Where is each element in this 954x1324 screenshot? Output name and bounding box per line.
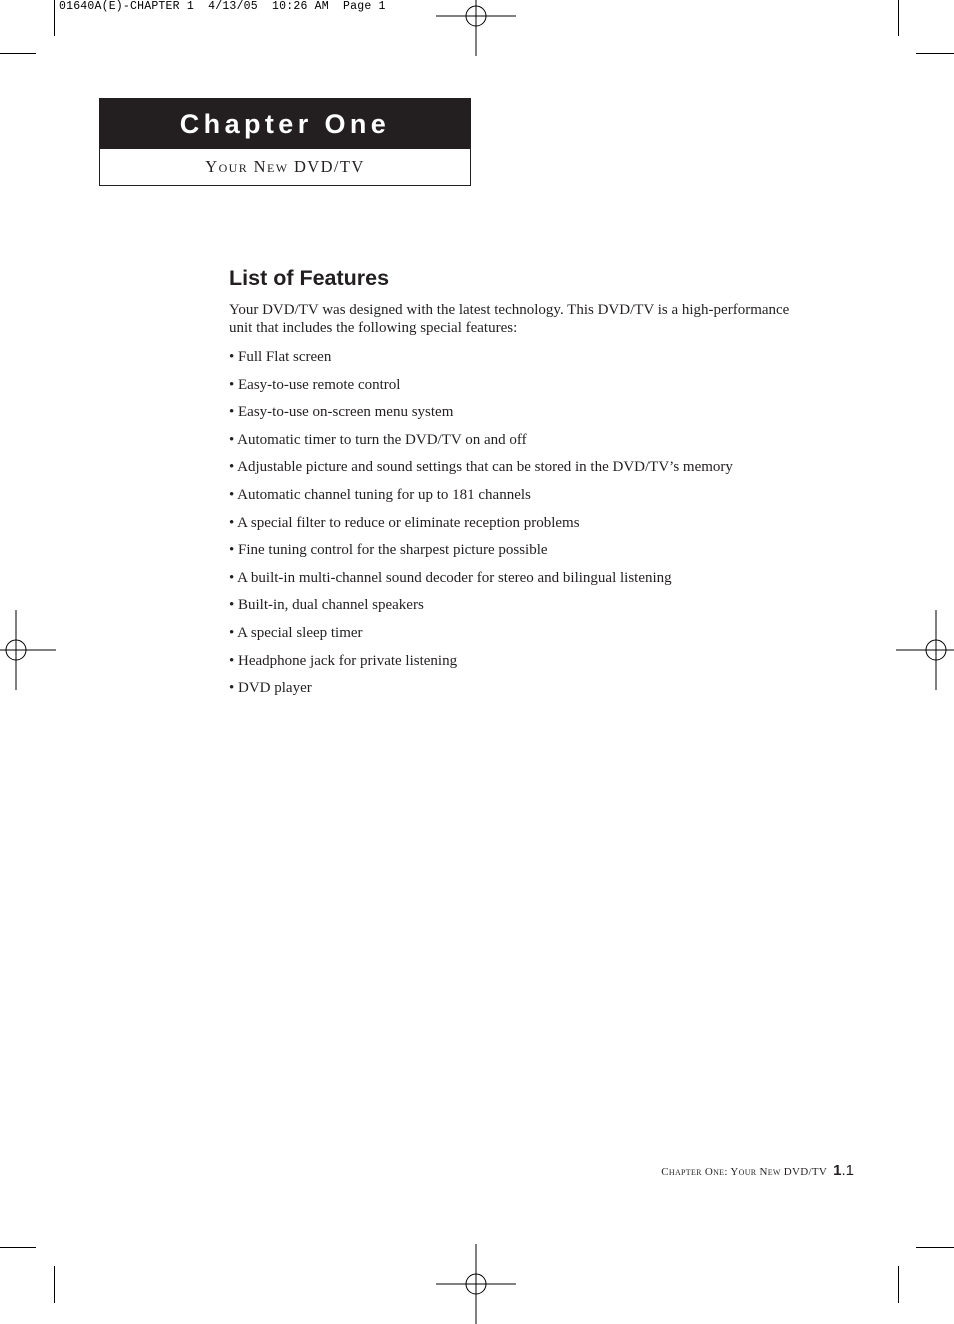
feature-item: • Easy-to-use remote control (229, 376, 401, 393)
running-footer-title: Chapter One: Your New DVD/TV (661, 1166, 828, 1178)
printer-slug: 01640A(E)-CHAPTER 1 4/13/05 10:26 AM Page 1 (59, 0, 386, 13)
crop-mark-bottom-right-horizontal (916, 1247, 954, 1248)
chapter-title: Chapter One (100, 99, 470, 149)
feature-item: • Automatic channel tuning for up to 181 channels (229, 486, 531, 503)
page-number (833, 1162, 854, 1179)
feature-item: • DVD player (229, 680, 312, 697)
registration-mark-left (0, 610, 56, 690)
intro-paragraph: Your DVD/TV was designed with the latest technology. This DVD/TV is a high-performance unit that includes the following special features: (229, 302, 790, 336)
feature-item: • Built-in, dual channel speakers (229, 597, 424, 614)
feature-item: • Automatic timer to turn the DVD/TV on and off (229, 431, 527, 448)
section-title: List of Features (229, 266, 390, 290)
feature-item: • Easy-to-use on-screen menu system (229, 404, 454, 421)
feature-item: • Full Flat screen (229, 349, 332, 365)
feature-item: • Fine tuning control for the sharpest picture possible (229, 542, 548, 559)
page-number-chapter: 1 (833, 1162, 842, 1179)
crop-mark-bottom-left-vertical (54, 1266, 55, 1303)
registration-mark-bottom (436, 1244, 516, 1324)
crop-mark-bottom-right-vertical (898, 1266, 899, 1303)
page-footer (661, 1162, 854, 1179)
feature-item: • Headphone jack for private listening (229, 652, 458, 669)
feature-item: • A special filter to reduce or eliminate reception problems (229, 514, 580, 531)
crop-mark-top-left-horizontal (0, 53, 36, 54)
chapter-heading (99, 98, 471, 186)
feature-item: • A built-in multi-channel sound decoder for stereo and bilingual listening (229, 569, 672, 586)
registration-mark-right (896, 610, 954, 690)
crop-mark-top-left-vertical (54, 0, 55, 36)
crop-mark-top-right-horizontal (916, 53, 954, 54)
registration-mark-top (436, 0, 516, 56)
crop-mark-bottom-left-horizontal (0, 1247, 36, 1248)
crop-mark-top-right-vertical (898, 0, 899, 36)
page-number-separator: . (841, 1162, 846, 1179)
feature-item: • A special sleep timer (229, 624, 363, 641)
page-number-page: 1 (845, 1162, 854, 1179)
feature-list (229, 347, 733, 706)
chapter-subtitle: Your New DVD/TV (205, 157, 365, 176)
feature-item: • Adjustable picture and sound settings that can be stored in the DVD/TV’s memory (229, 459, 733, 476)
